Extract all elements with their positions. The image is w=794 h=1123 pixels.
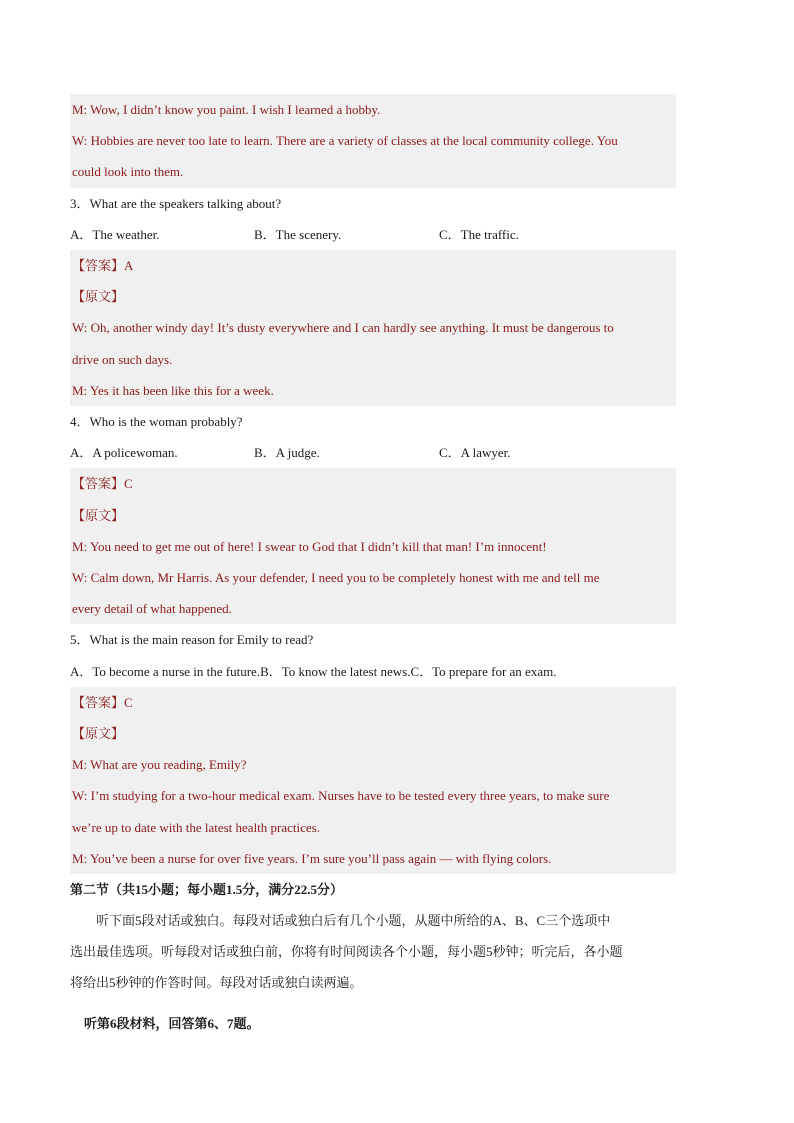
question-3: 3．What are the speakers talking about? bbox=[70, 195, 282, 211]
options-q3 bbox=[70, 219, 676, 250]
transcript-line: M: What are you reading, Emily? bbox=[72, 757, 247, 773]
transcript-block-q2 bbox=[70, 94, 676, 188]
option-c: C．The traffic. bbox=[439, 226, 519, 242]
options-q5 bbox=[70, 656, 676, 687]
transcript-line: could look into them. bbox=[72, 164, 184, 180]
document-body bbox=[70, 94, 676, 1039]
options-q4 bbox=[70, 437, 676, 468]
material-6-title: 听第6段材料，回答第6、7题。 bbox=[84, 1016, 260, 1032]
transcript-line: M: Yes it has been like this for a week. bbox=[72, 382, 274, 398]
instruction-line: 将给出5秒钟的作答时间。每段对话或独白读两遍。 bbox=[70, 975, 363, 991]
transcript-line: every detail of what happened. bbox=[72, 601, 232, 617]
transcript-line: W: Calm down, Mr Harris. As your defender, I need you to be completely honest with me and tell me bbox=[72, 570, 600, 586]
transcript-line: W: Hobbies are never too late to learn. There are a variety of classes at the local community college. You bbox=[72, 133, 618, 149]
source-label: 【原文】 bbox=[72, 726, 125, 742]
transcript-line: M: You need to get me out of here! I swear to God that I didn’t kill that man! I’m innocent! bbox=[72, 538, 547, 554]
transcript-line: W: I’m studying for a two-hour medical exam. Nurses have to be tested every three years, to make sure bbox=[72, 788, 610, 804]
transcript-line: we’re up to date with the latest health practices. bbox=[72, 819, 320, 835]
answer-label: 【答案】C bbox=[72, 694, 133, 710]
section-2-instructions bbox=[70, 905, 676, 936]
question-4: 4．Who is the woman probably? bbox=[70, 414, 243, 430]
transcript-line: drive on such days. bbox=[72, 351, 173, 367]
answer-label: 【答案】A bbox=[72, 258, 134, 274]
option-a: A．The weather. bbox=[70, 226, 160, 242]
transcript-line: M: You’ve been a nurse for over five years. I’m sure you’ll pass again — with flying colors. bbox=[72, 850, 552, 866]
transcript-line: W: Oh, another windy day! It’s dusty everywhere and I can hardly see anything. It must be dangerous to bbox=[72, 320, 614, 336]
option-b: B．To know the latest news. bbox=[260, 663, 411, 679]
source-label: 【原文】 bbox=[72, 289, 125, 305]
source-label: 【原文】 bbox=[72, 507, 125, 523]
instruction-line: 听下面5段对话或独白。每段对话或独白后有几个小题，从题中所给的A、B、C三个选项中 bbox=[96, 913, 611, 929]
answer-block-q5 bbox=[70, 687, 676, 874]
answer-block-q3 bbox=[70, 250, 676, 406]
option-a: A．A policewoman. bbox=[70, 445, 178, 461]
question-5: 5．What is the main reason for Emily to read? bbox=[70, 632, 314, 648]
transcript-line: M: Wow, I didn’t know you paint. I wish I learned a hobby. bbox=[72, 102, 381, 117]
answer-label: 【答案】C bbox=[72, 476, 133, 492]
option-c: C．A lawyer. bbox=[439, 445, 511, 461]
instruction-line: 选出最佳选项。听每段对话或独白前，你将有时间阅读各个小题，每小题5秒钟；听完后，各小题 bbox=[70, 944, 623, 960]
section-2-title: 第二节（共15小题；每小题1.5分，满分22.5分） bbox=[70, 882, 344, 898]
option-b: B．The scenery. bbox=[254, 226, 342, 242]
option-b: B．A judge. bbox=[254, 445, 320, 461]
option-c: C．To prepare for an exam. bbox=[410, 663, 557, 679]
option-a: A．To become a nurse in the future. bbox=[70, 663, 261, 679]
answer-block-q4 bbox=[70, 468, 676, 624]
